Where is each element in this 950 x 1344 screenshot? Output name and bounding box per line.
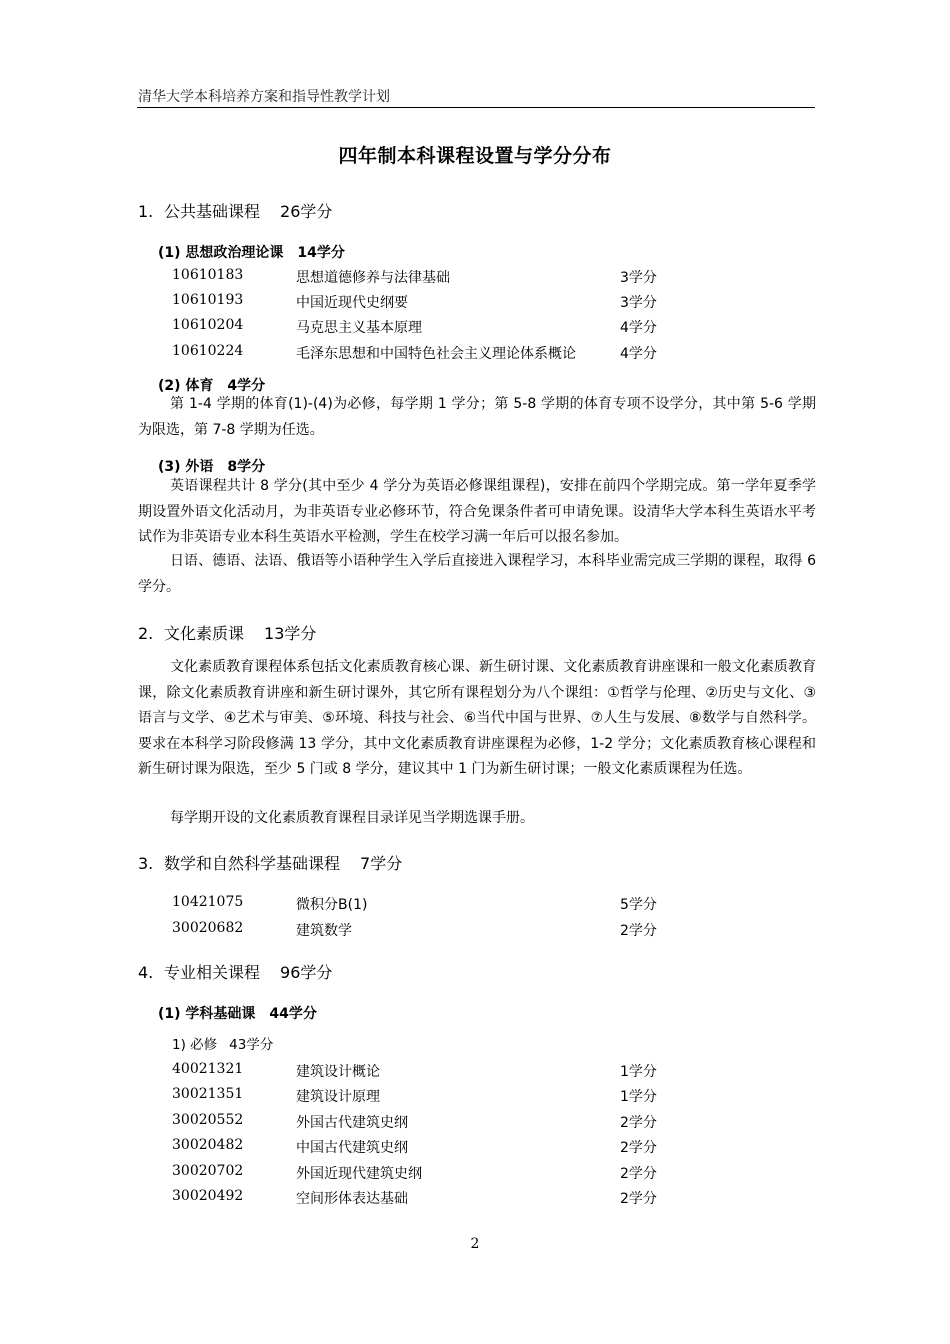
course-code: 10610183 <box>172 267 244 283</box>
subsection-credit: 4学分 <box>227 378 266 394</box>
course-code: 30020552 <box>172 1112 244 1128</box>
course-code: 30020492 <box>172 1188 244 1204</box>
course-row <box>0 894 950 914</box>
course-row <box>0 1137 950 1157</box>
course-row <box>0 317 950 337</box>
course-credit: 3学分 <box>620 270 657 286</box>
course-name: 外国近现代建筑史纲 <box>296 1166 422 1182</box>
subsection-label: (1) 思想政治理论课 <box>158 245 284 261</box>
course-code: 40021321 <box>172 1061 244 1077</box>
section-title: 文化素质课 <box>164 624 245 643</box>
subsection-label: (2) 体育 <box>158 378 214 394</box>
pe-paragraph: 第 1-4 学期的体育(1)-(4)为必修，每学期 1 学分；第 5-8 学期的体育专项不设学分，其中第 5-6 学期为限选，第 7-8 学期为任选。 <box>138 396 816 438</box>
section-credit: 13学分 <box>264 624 317 643</box>
course-name: 建筑设计概论 <box>296 1064 380 1080</box>
subsection-heading-politics <box>158 242 345 262</box>
page-title: 四年制本科课程设置与学分分布 <box>338 145 612 167</box>
subsection-label: (1) 学科基础课 <box>158 1006 256 1022</box>
required-heading <box>172 1033 273 1053</box>
course-code: 30021351 <box>172 1086 244 1102</box>
course-credit: 1学分 <box>620 1064 657 1080</box>
header-rule <box>137 107 815 108</box>
course-row <box>0 1163 950 1183</box>
section-number: 2. <box>138 624 154 643</box>
section-number: 1. <box>138 202 154 221</box>
course-name: 毛泽东思想和中国特色社会主义理论体系概论 <box>296 346 576 362</box>
course-credit: 4学分 <box>620 320 657 336</box>
course-code: 10610204 <box>172 317 244 333</box>
subsection-credit: 8学分 <box>227 459 266 475</box>
required-credit: 43学分 <box>229 1037 274 1053</box>
culture-catalog-paragraph: 每学期开设的文化素质教育课程目录详见当学期选课手册。 <box>170 810 534 826</box>
course-name: 思想道德修养与法律基础 <box>296 270 450 286</box>
course-credit: 2学分 <box>620 1191 657 1207</box>
course-row <box>0 267 950 287</box>
section-credit: 26学分 <box>280 202 333 221</box>
course-credit: 2学分 <box>620 1140 657 1156</box>
course-name: 建筑设计原理 <box>296 1089 380 1105</box>
running-header: 清华大学本科培养方案和指导性教学计划 <box>138 89 390 105</box>
course-credit: 3学分 <box>620 295 657 311</box>
course-name: 建筑数学 <box>296 923 352 939</box>
section-heading-3 <box>138 851 402 874</box>
course-name: 外国古代建筑史纲 <box>296 1115 408 1131</box>
subsection-credit: 44学分 <box>269 1006 317 1022</box>
course-row <box>0 1112 950 1132</box>
course-code: 10610193 <box>172 292 244 308</box>
course-row <box>0 1086 950 1106</box>
section-title: 专业相关课程 <box>164 963 261 982</box>
course-code: 30020702 <box>172 1163 244 1179</box>
section-heading-4 <box>138 960 332 983</box>
course-row <box>0 920 950 940</box>
subsection-credit: 14学分 <box>297 245 345 261</box>
course-credit: 5学分 <box>620 897 657 913</box>
required-label: 1) 必修 <box>172 1037 218 1053</box>
course-credit: 1学分 <box>620 1089 657 1105</box>
section-number: 3. <box>138 854 154 873</box>
minor-language-paragraph: 日语、德语、法语、俄语等小语种学生入学后直接进入课程学习，本科毕业需完成三学期的课程，取得 6 学分。 <box>138 553 816 595</box>
course-row <box>0 292 950 312</box>
course-code: 30020682 <box>172 920 244 936</box>
course-name: 中国古代建筑史纲 <box>296 1140 408 1156</box>
subsection-heading-foreign-language <box>158 456 265 476</box>
subsection-label: (3) 外语 <box>158 459 214 475</box>
english-paragraph: 英语课程共计 8 学分(其中至少 4 学分为英语必修课组课程)，安排在前四个学期完成。第一学年夏季学期设置外语文化活动月，为非英语专业必修环节，符合免课条件者可申请免课。设清华大学本科生英语水平考试作为非英语专业本科生英语水平检测，学生在校学习满一年后可以报名参加。 <box>138 478 816 545</box>
section-title: 数学和自然科学基础课程 <box>164 854 341 873</box>
subsection-heading-discipline-basics <box>158 1003 317 1023</box>
course-code: 10610224 <box>172 343 244 359</box>
page-number: 2 <box>470 1236 480 1252</box>
course-name: 马克思主义基本原理 <box>296 320 422 336</box>
course-code: 10421075 <box>172 894 244 910</box>
section-credit: 96学分 <box>280 963 333 982</box>
course-credit: 2学分 <box>620 1115 657 1131</box>
section-title: 公共基础课程 <box>164 202 261 221</box>
section-heading-1 <box>138 199 332 222</box>
section-number: 4. <box>138 963 154 982</box>
course-credit: 2学分 <box>620 923 657 939</box>
section-credit: 7学分 <box>360 854 403 873</box>
course-code: 30020482 <box>172 1137 244 1153</box>
course-credit: 2学分 <box>620 1166 657 1182</box>
course-row <box>0 1061 950 1081</box>
section-heading-2 <box>138 621 316 644</box>
course-row <box>0 1188 950 1208</box>
course-credit: 4学分 <box>620 346 657 362</box>
culture-paragraph: 文化素质教育课程体系包括文化素质教育核心课、新生研讨课、文化素质教育讲座课和一般文化素质教育课，除文化素质教育讲座和新生研讨课外，其它所有课程划分为八个课组：①哲学与伦理、②历史与文化、③语言与文学、④艺术与审美、⑤环境、科技与社会、⑥当代中国与世界、⑦人生与发展、⑧数学与自然科学。要求在本科学习阶段修满 13 学分，其中文化素质教育讲座课程为必修，1-2 学分；文化素质教育核心课程和新生研讨课为限选，至少 5 门或 8 学分，建议其中 1 门为新生研讨课；一般文化素质课程为任选。 <box>138 659 816 777</box>
course-name: 微积分B(1) <box>296 897 368 913</box>
course-row <box>0 343 950 363</box>
course-name: 空间形体表达基础 <box>296 1191 408 1207</box>
course-name: 中国近现代史纲要 <box>296 295 408 311</box>
